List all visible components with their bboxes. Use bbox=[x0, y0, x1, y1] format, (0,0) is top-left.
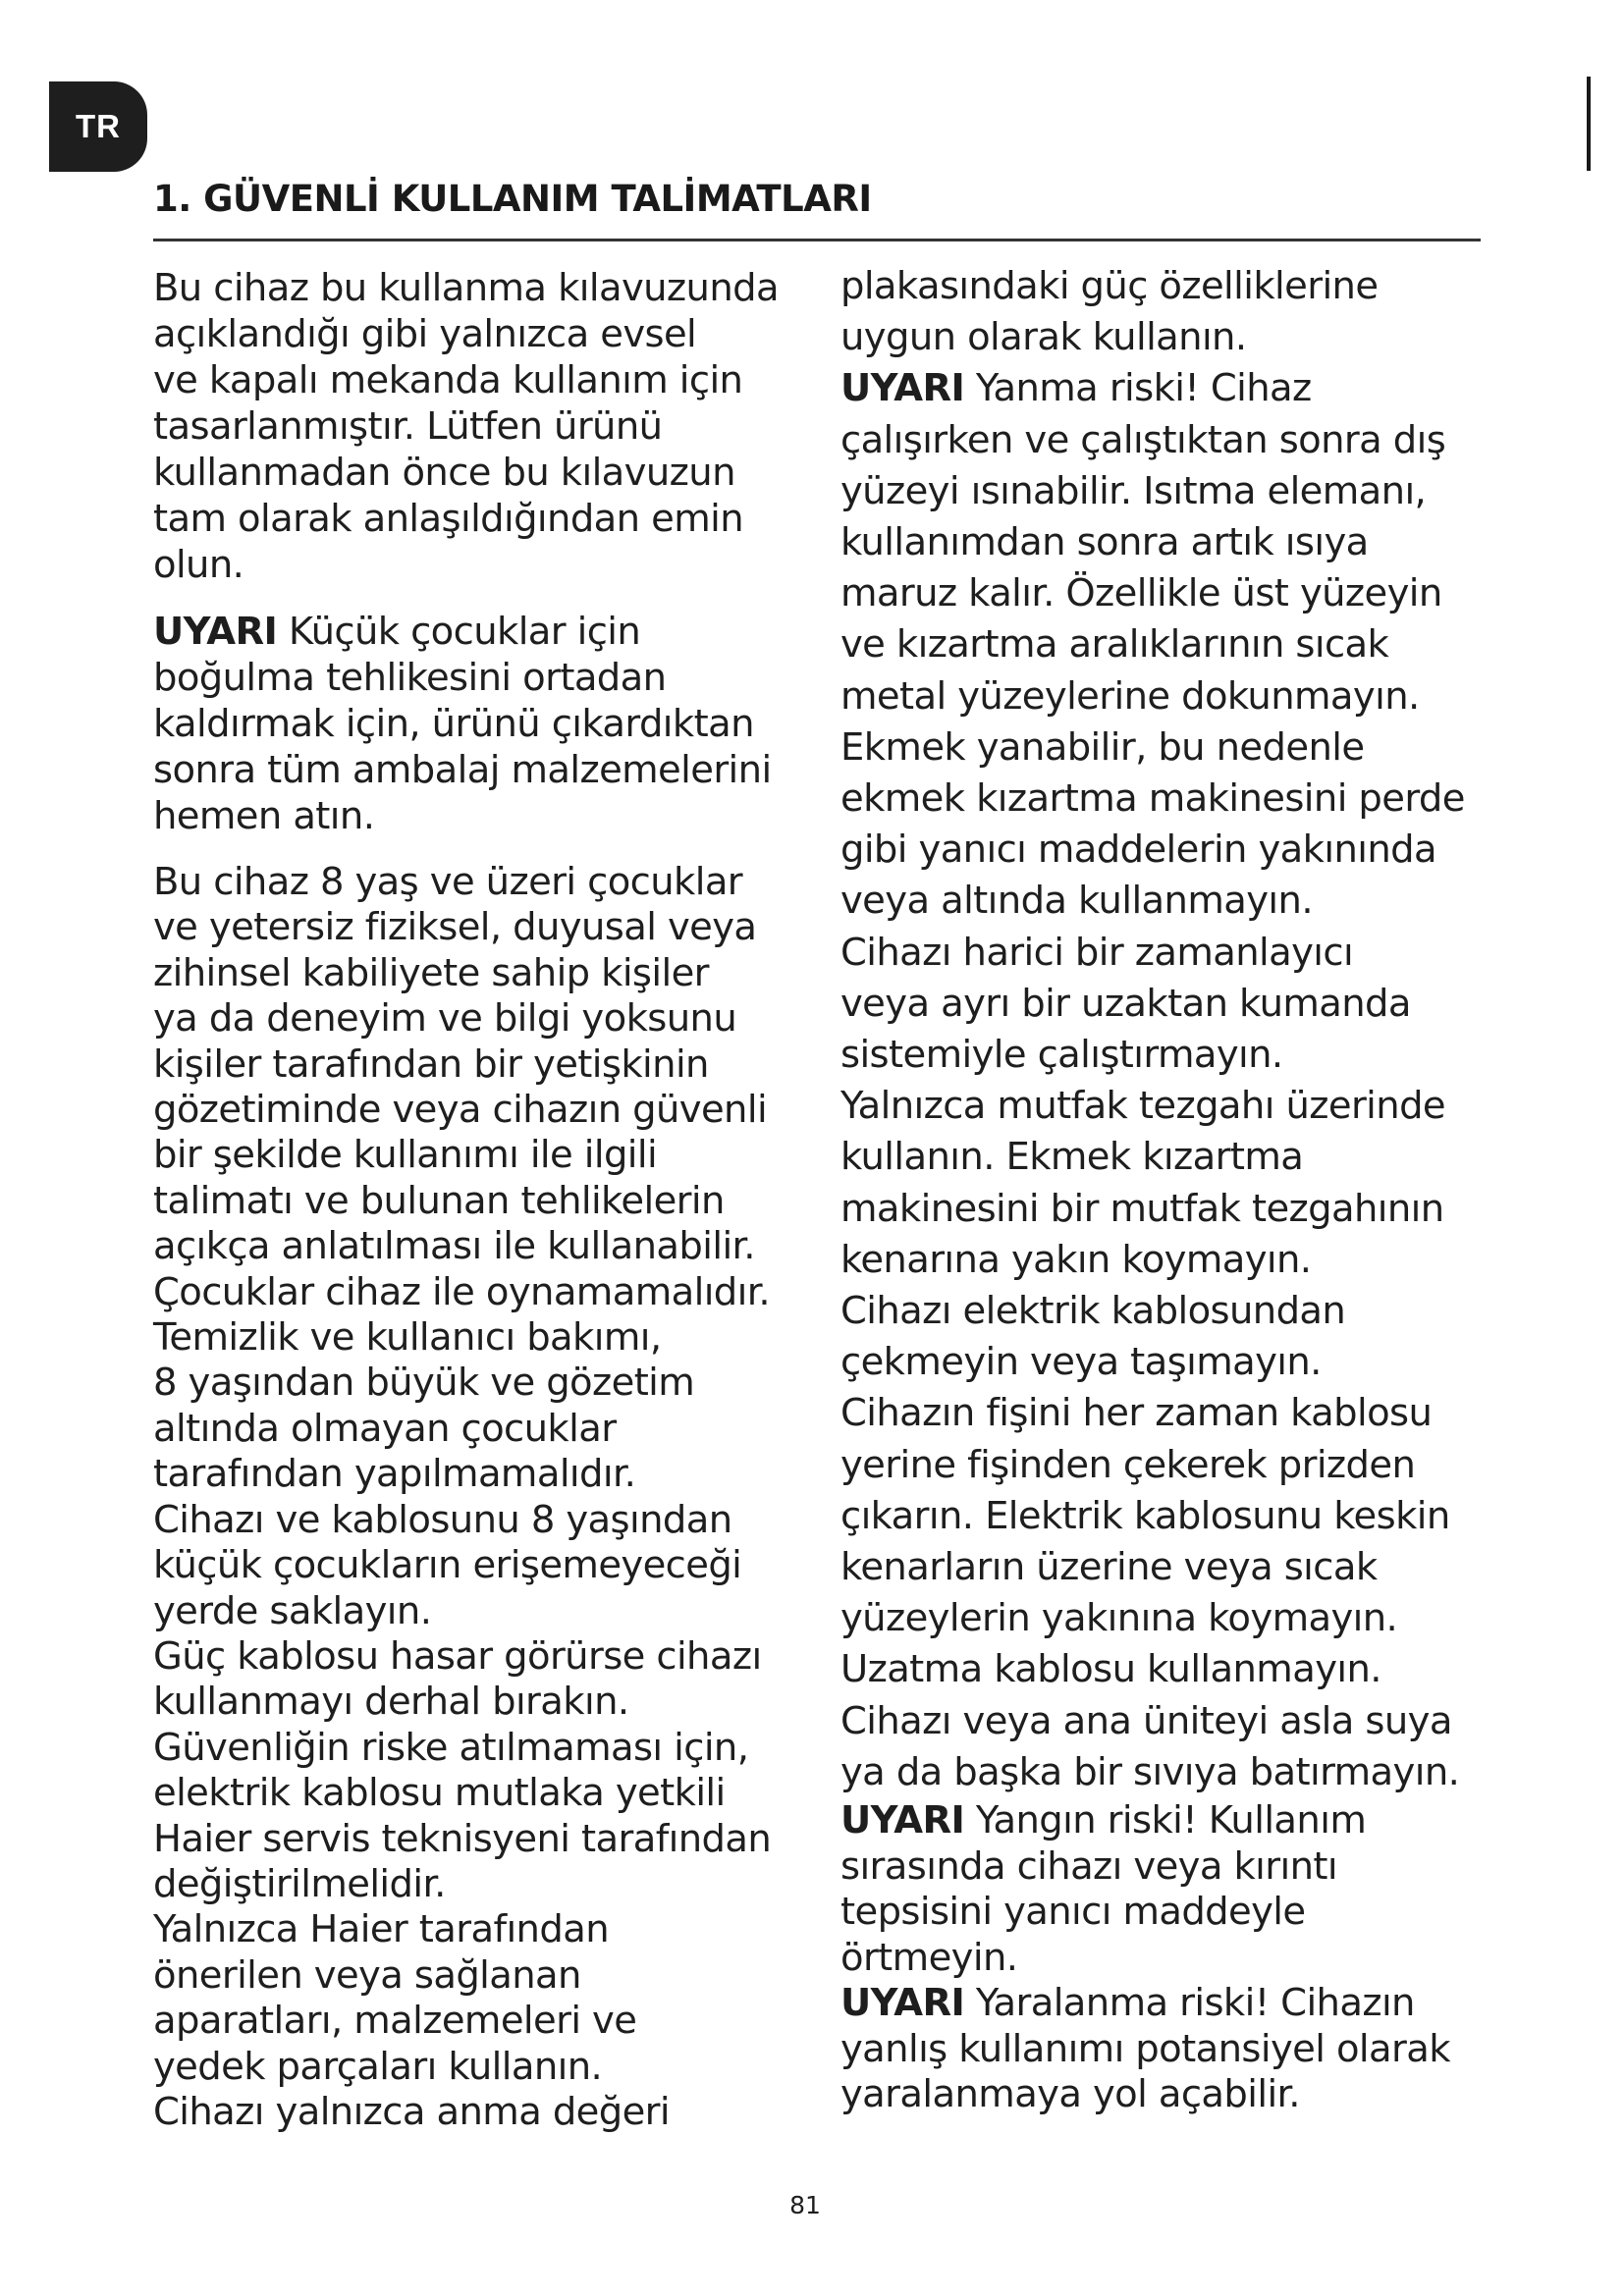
warning-burn-paragraph bbox=[840, 363, 1508, 1798]
margin-mark bbox=[1587, 77, 1591, 171]
page-number: 81 bbox=[789, 2191, 821, 2219]
warning-label: UYARI bbox=[840, 1981, 965, 2026]
warning-fire-text: Yangın riski! Kullanım sırasında cihazı veya kırıntı tepsisini yanıcı maddeyle örtmeyin. bbox=[840, 1798, 1367, 1980]
warning-packaging-paragraph bbox=[153, 609, 821, 839]
warning-label: UYARI bbox=[840, 366, 965, 411]
title-divider bbox=[153, 239, 1481, 241]
warning-packaging-text: Küçük çocuklar için boğulma tehlikesini ortadan kaldırmak için, ürünü çıkardıktan sonra tüm ambalaj malzemelerini hemen atın. bbox=[153, 610, 772, 838]
language-tab bbox=[49, 81, 147, 172]
warning-label: UYARI bbox=[153, 610, 278, 654]
warning-label: UYARI bbox=[840, 1798, 965, 1843]
left-column bbox=[153, 265, 821, 2135]
warning-fire-paragraph bbox=[840, 1798, 1508, 1981]
language-tab-label: TR bbox=[76, 108, 121, 144]
right-column bbox=[840, 261, 1508, 2118]
intro-paragraph: Bu cihaz bu kullanma kılavuzunda açıklandığı gibi yalnızca evsel ve kapalı mekanda kullanım için tasarlanmıştır. Lütfen ürünü kullanmadan önce bu kılavuzun tam olarak anlaşıldığından emin olun. bbox=[153, 266, 779, 587]
warning-injury-paragraph bbox=[840, 1981, 1508, 2118]
rating-plate-paragraph: plakasındaki güç özelliklerine uygun olarak kullanın. bbox=[840, 264, 1379, 360]
usage-conditions-paragraph: Bu cihaz 8 yaş ve üzeri çocuklar ve yetersiz fiziksel, duyusal veya zihinsel kabiliyete sahip kişiler ya da deneyim ve bilgi yoksunu kişiler tarafından bir yetişkinin gözetiminde veya cihazın güvenli bir şekilde kullanımı ile ilgili talimatı ve bulunan tehlikelerin açıkça anlatılması ile kullanabilir. Çocuklar cihaz ile oynamamalıdır. Temizlik ve kullanıcı bakımı, 8 yaşından büyük ve gözetim altında olmayan çocuklar tarafından yapılmamalıdır. Cihazı ve kablosunu 8 yaşından küçük çocukların erişemeyeceği yerde saklayın. Güç kablosu hasar görürse cihazı kullanmayı derhal bırakın. Güvenliğin riske atılmaması için, elektrik kablosu mutlaka yetkili Haier servis teknisyeni tarafından değiştirilmelidir. Yalnızca Haier tarafından önerilen veya sağlanan aparatları, malzemeleri ve yedek parçaları kullanın. Cihazı yalnızca anma değeri bbox=[153, 860, 772, 2134]
warning-injury-text: Yaralanma riski! Cihazın yanlış kullanımı potansiyel olarak yaralanmaya yol açabilir. bbox=[840, 1981, 1450, 2117]
section-title: 1. GÜVENLİ KULLANIM TALİMATLARI bbox=[153, 178, 872, 220]
warning-burn-text: Yanma riski! Cihaz çalışırken ve çalıştıktan sonra dış yüzeyi ısınabilir. Isıtma elemanı, kullanımdan sonra artık ısıya maruz kalır. Özellikle üst yüzeyin ve kızartma aralıklarının sıcak metal yüzeylerine dokunmayın. Ekmek yanabilir, bu nedenle ekmek kızartma makinesini perde gibi yanıcı maddelerin yakınında veya altında kullanmayın. Cihazı harici bir zamanlayıcı veya ayrı bir uzaktan kumanda sistemiyle çalıştırmayın. Yalnızca mutfak tezgahı üzerinde kullanın. Ekmek kızartma makinesini bir mutfak tezgahının kenarına yakın koymayın. Cihazı elektrik kablosundan çekmeyin veya taşımayın. Cihazın fişini her zaman kablosu yerine fişinden çekerek prizden çıkarın. Elektrik kablosunu keskin kenarların üzerine veya sıcak yüzeylerin yakınına koymayın. Uzatma kablosu kullanmayın. Cihazı veya ana üniteyi asla suya ya da başka bir sıvıya batırmayın. bbox=[840, 366, 1465, 1794]
